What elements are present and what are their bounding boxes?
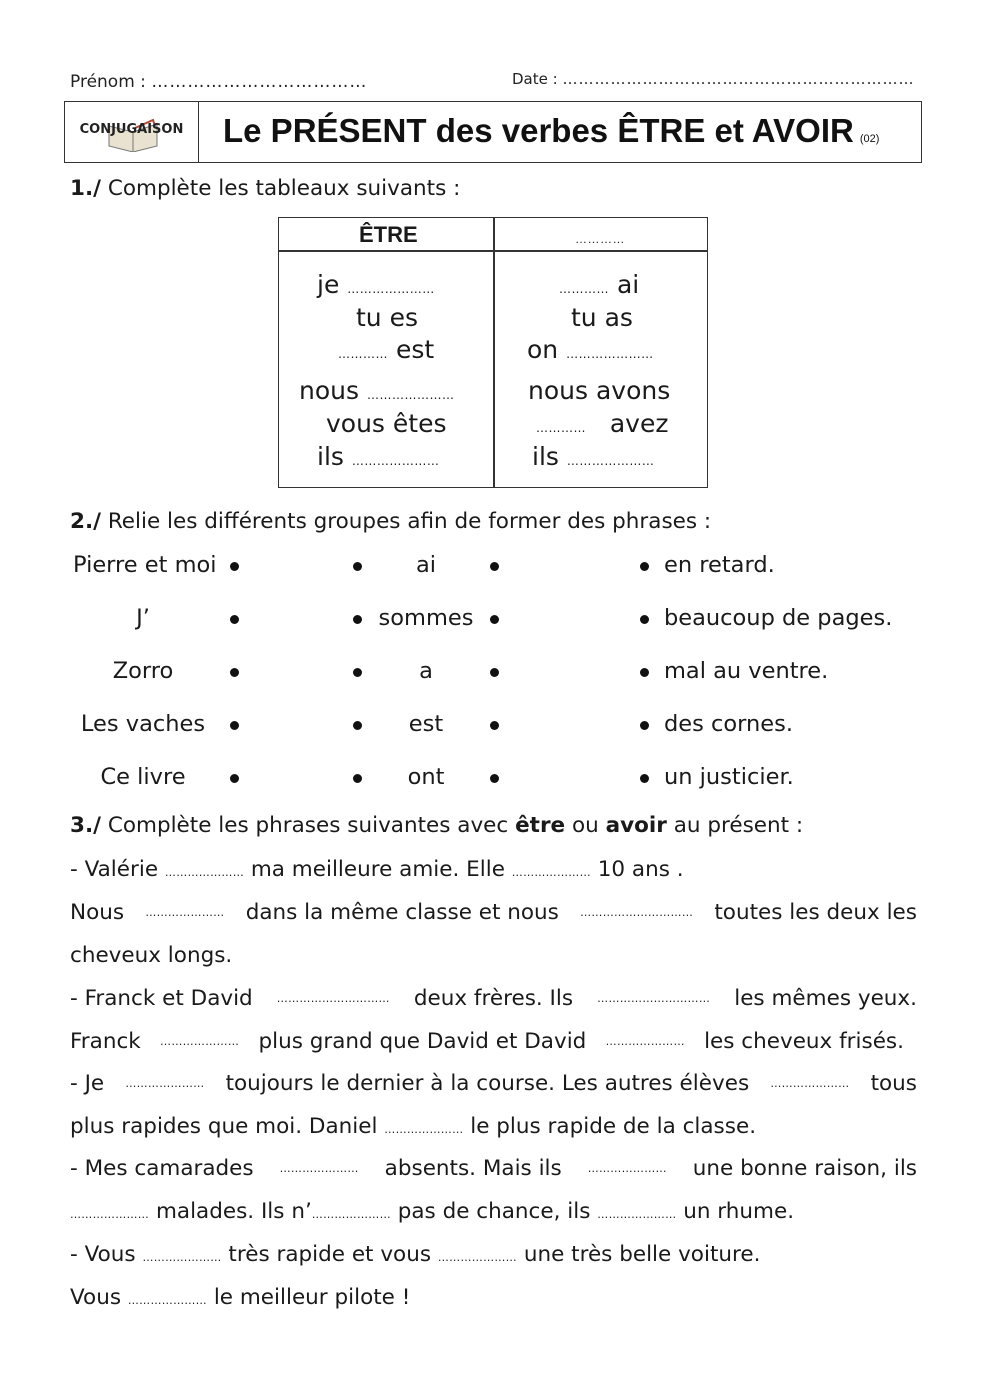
- subject-2: J’: [136, 605, 150, 631]
- etre-tu: tu es: [356, 303, 418, 332]
- avoir-nous: nous avons: [528, 376, 671, 405]
- exercise-line-11: Vous ………………… le meilleur pilote !: [70, 1285, 411, 1310]
- title-number: (02): [859, 133, 880, 145]
- subject-dot-3[interactable]: [230, 668, 239, 677]
- avoir-je: ………… ai: [559, 270, 640, 299]
- ending-dot-3[interactable]: [640, 668, 649, 677]
- exercise-line-5: Franck ………………… plus grand que David et David ………………… les cheveux frisés.: [70, 1029, 904, 1054]
- q1-number: 1./: [70, 176, 101, 201]
- verb-left-dot-1[interactable]: [353, 562, 362, 571]
- exercise-line-3: cheveux longs.: [70, 943, 233, 968]
- q3-number: 3./: [70, 813, 101, 838]
- ending-2: beaucoup de pages.: [664, 605, 893, 631]
- ending-dot-4[interactable]: [640, 721, 649, 730]
- subject-5: Ce livre: [100, 764, 186, 790]
- blank[interactable]: …………………: [511, 866, 591, 879]
- blank[interactable]: …………………: [770, 1077, 850, 1090]
- ending-5: un justicier.: [664, 764, 794, 790]
- blank[interactable]: …………………: [311, 1208, 391, 1221]
- avoir-ils-blank[interactable]: …………………: [566, 454, 655, 468]
- etre-il-blank[interactable]: …………: [338, 347, 388, 361]
- exercise-line-4: - Franck et David ………………………… deux frères. Ils ………………………… les mêmes yeux.: [70, 986, 917, 1011]
- prenom-label: Prénom :: [70, 72, 146, 92]
- etre-nous-blank[interactable]: …………………: [366, 388, 455, 402]
- table-divider-horizontal: [279, 250, 707, 252]
- conjugaison-logo: [65, 102, 199, 162]
- exercise-line-10: - Vous ………………… très rapide et vous ………………… une très belle voiture.: [70, 1242, 761, 1267]
- etre-ils-blank[interactable]: …………………: [351, 454, 440, 468]
- exercise-line-2: Nous ………………… dans la même classe et nous ………………………… toutes les deux les: [70, 900, 917, 925]
- prenom-field: [70, 72, 367, 92]
- subject-dot-5[interactable]: [230, 774, 239, 783]
- verb-3: a: [419, 658, 433, 684]
- date-field: [512, 70, 914, 88]
- exercise-line-9: ………………… malades. Ils n’………………… pas de chance, ils ………………… un rhume.: [70, 1199, 795, 1224]
- col-header-blank[interactable]: …………: [575, 232, 625, 246]
- etre-ils: ils …………………: [317, 442, 440, 471]
- verb-left-dot-2[interactable]: [353, 615, 362, 624]
- avoir-ils: ils …………………: [532, 442, 655, 471]
- page-title: [223, 112, 879, 150]
- ending-4: des cornes.: [664, 711, 793, 737]
- blank[interactable]: …………………………: [276, 992, 390, 1005]
- ending-3: mal au ventre.: [664, 658, 829, 684]
- logo-label: CONJUGAISON: [79, 122, 184, 137]
- conjugation-table: [278, 217, 708, 488]
- exercise-line-7: plus rapides que moi. Daniel ………………… le plus rapide de la classe.: [70, 1114, 757, 1139]
- table-divider-vertical: [493, 218, 495, 487]
- verb-5: ont: [407, 764, 445, 790]
- subject-3: Zorro: [112, 658, 174, 684]
- subject-4: Les vaches: [80, 711, 206, 737]
- blank[interactable]: …………………: [125, 1077, 205, 1090]
- subject-dot-1[interactable]: [230, 562, 239, 571]
- blank[interactable]: …………………: [164, 866, 245, 879]
- verb-2: sommes: [378, 605, 474, 631]
- verb-right-dot-3[interactable]: [490, 668, 499, 677]
- blank[interactable]: …………………: [605, 1035, 685, 1048]
- ending-dot-2[interactable]: [640, 615, 649, 624]
- etre-je-blank[interactable]: …………………: [347, 282, 435, 296]
- prenom-blank[interactable]: ………………………………: [151, 72, 368, 92]
- q1-instruction: [70, 176, 460, 201]
- etre-nous: nous …………………: [299, 376, 455, 405]
- subject-dot-2[interactable]: [230, 615, 239, 624]
- verb-right-dot-5[interactable]: [490, 774, 499, 783]
- subject-dot-4[interactable]: [230, 721, 239, 730]
- blank[interactable]: …………………: [279, 1162, 359, 1175]
- etre-je: je …………………: [317, 270, 435, 299]
- exercise-line-8: - Mes camarades ………………… absents. Mais ils ………………… une bonne raison, ils: [70, 1156, 917, 1181]
- avoir-on-blank[interactable]: …………………: [566, 347, 654, 361]
- title-box: [64, 101, 922, 163]
- verb-right-dot-4[interactable]: [490, 721, 499, 730]
- blank[interactable]: …………………: [597, 1208, 677, 1221]
- blank[interactable]: …………………………: [597, 992, 711, 1005]
- title-text: Le PRÉSENT des verbes ÊTRE et AVOIR: [223, 112, 854, 149]
- ending-dot-5[interactable]: [640, 774, 649, 783]
- etre-il: ………… est: [338, 335, 435, 364]
- q2-instruction: [70, 509, 711, 534]
- avoir-je-blank[interactable]: …………: [559, 282, 609, 296]
- date-blank[interactable]: …………………………………………………………: [562, 70, 915, 88]
- blank[interactable]: …………………: [437, 1251, 517, 1264]
- avoir-on: on …………………: [527, 335, 654, 364]
- blank[interactable]: …………………: [160, 1035, 240, 1048]
- exercise-line-6: - Je ………………… toujours le dernier à la course. Les autres élèves ………………… tous: [70, 1071, 917, 1096]
- blank[interactable]: …………………: [384, 1123, 464, 1136]
- avoir-vous: ………… avez: [536, 409, 669, 438]
- q2-number: 2./: [70, 509, 101, 534]
- etre-vous: vous êtes: [326, 409, 447, 438]
- blank[interactable]: …………………: [145, 906, 225, 919]
- avoir-tu: tu as: [571, 303, 633, 332]
- verb-4: est: [408, 711, 444, 737]
- blank[interactable]: …………………: [127, 1294, 207, 1307]
- verb-right-dot-2[interactable]: [490, 615, 499, 624]
- exercise-line-1: - Valérie ………………… ma meilleure amie. Elle ………………… 10 ans .: [70, 857, 684, 882]
- q3-instruction: 3./ Complète les phrases suivantes avec être ou avoir au présent :: [70, 813, 804, 838]
- col-header-etre: ÊTRE: [359, 222, 418, 247]
- verb-left-dot-4[interactable]: [353, 721, 362, 730]
- blank[interactable]: …………………………: [580, 906, 694, 919]
- date-label: Date :: [512, 70, 558, 88]
- blank[interactable]: …………………: [587, 1162, 667, 1175]
- avoir-vous-blank[interactable]: …………: [536, 421, 586, 435]
- q2-text: Relie les différents groupes afin de former des phrases :: [107, 509, 712, 534]
- ending-dot-1[interactable]: [640, 562, 649, 571]
- keyword-avoir: avoir: [605, 813, 667, 838]
- verb-1: ai: [415, 552, 437, 578]
- verb-right-dot-1[interactable]: [490, 562, 499, 571]
- blank[interactable]: …………………: [142, 1251, 222, 1264]
- subject-1: Pierre et moi: [73, 552, 217, 578]
- ending-1: en retard.: [664, 552, 775, 578]
- keyword-etre: être: [515, 813, 566, 838]
- verb-left-dot-3[interactable]: [353, 668, 362, 677]
- q1-text: Complète les tableaux suivants :: [107, 176, 461, 201]
- blank[interactable]: …………………: [70, 1208, 150, 1221]
- verb-left-dot-5[interactable]: [353, 774, 362, 783]
